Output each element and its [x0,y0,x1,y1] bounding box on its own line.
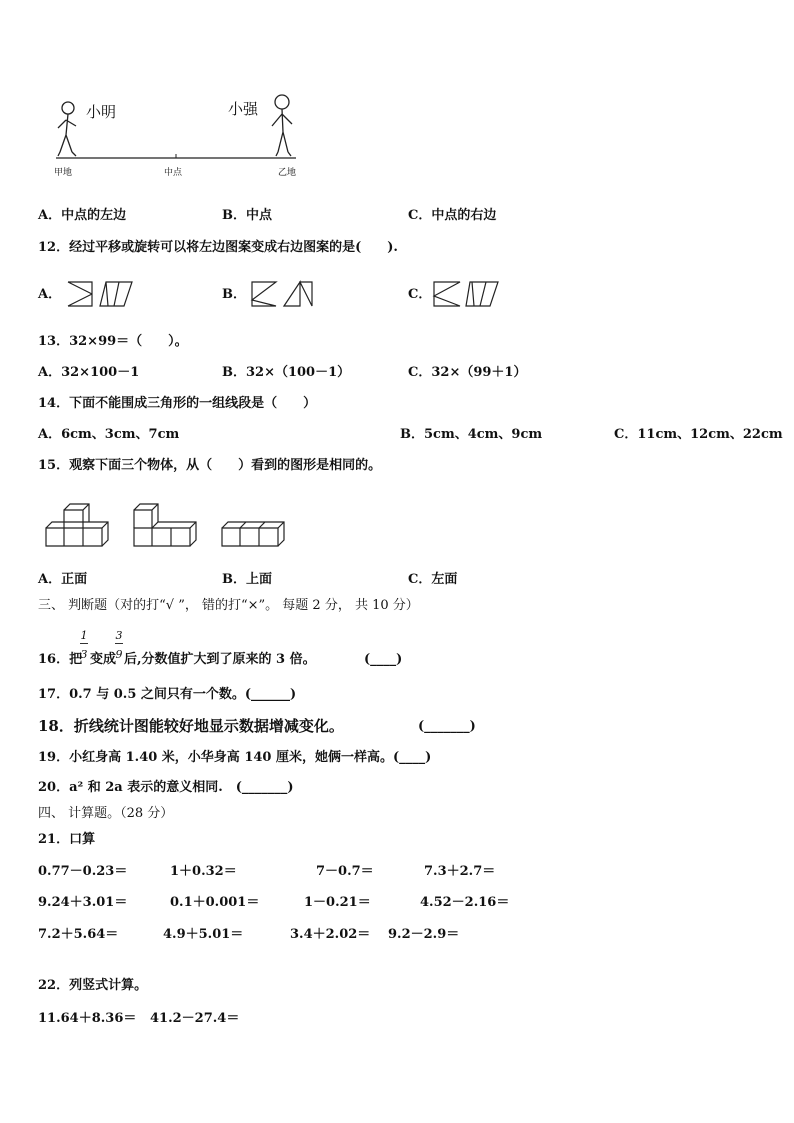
q12-option-a[interactable]: A． [38,287,62,302]
q21-r2-c3: 1－0.21＝ [304,895,371,910]
point-b-label: 乙地 [278,168,297,178]
q21-r2-c2: 0.1＋0.001＝ [170,895,260,910]
midpoint-label: 中点 [164,168,183,178]
q15-cube-objects [40,500,290,552]
q14-option-a[interactable]: A．6cm、3cm、7cm [38,427,180,442]
fraction-2-numerator: 3 [115,629,123,642]
q14-stem: 14．下面不能围成三角形的一组线段是（ ） [38,396,317,411]
q21-r3-c2: 4.9＋5.01＝ [163,927,244,942]
fraction-1-denominator: 3 [80,648,88,661]
q12-option-c[interactable]: C． [408,287,432,302]
q11-option-b[interactable]: B．中点 [222,208,272,223]
point-a-label: 甲地 [54,168,73,178]
q16-prefix: 16．把 [38,652,83,667]
q21-r2-c1: 9.24＋3.01＝ [38,895,128,910]
q12-b-pattern [248,278,318,310]
q21-r1-c2: 1＋0.32＝ [170,864,237,879]
q15-option-b[interactable]: B．上面 [222,572,272,587]
q15-stem: 15．观察下面三个物体，从（ ）看到的图形是相同的。 [38,458,382,473]
xiaoqiang-figure [272,95,292,156]
q11-option-c[interactable]: C．中点的右边 [408,208,497,223]
q12-option-b[interactable]: B． [222,287,246,302]
q13-option-c[interactable]: C．32×（99＋1） [408,365,527,380]
q12-c-pattern [430,278,502,310]
q16-answer-blank[interactable]: (____) [364,652,403,667]
q21-r3-c1: 7.2＋5.64＝ [38,927,119,942]
xiaoming-figure [58,102,76,156]
right-person-label: 小强 [228,100,259,118]
fraction-1-bar [80,643,88,644]
q15-option-c[interactable]: C．左面 [408,572,458,587]
q18-answer-blank[interactable]: (_______) [418,719,476,734]
q21-r3-c4: 9.2－2.9＝ [388,927,460,942]
q16-suffix: 后,分数值扩大到了原来的 3 倍。 [124,652,316,667]
q21-r1-c4: 7.3＋2.7＝ [424,864,496,879]
q20-text: 20．a² 和 2a 表示的意义相同. (_______) [38,780,294,795]
q11-option-a[interactable]: A．中点的左边 [38,208,127,223]
q18-text: 18．折线统计图能较好地显示数据增减变化。 [38,717,344,735]
q21-r1-c3: 7－0.7＝ [316,864,374,879]
q13-option-b[interactable]: B．32×（100－1） [222,365,351,380]
left-person-label: 小明 [86,103,117,121]
q21-title: 21．口算 [38,832,96,847]
q22-item-1: 11.64＋8.36＝ [38,1011,137,1026]
section-4-heading: 四、 计算题。（28 分） [38,806,174,821]
q14-option-b[interactable]: B．5cm、4cm、9cm [400,427,543,442]
q17-text: 17．0.7 与 0.5 之间只有一个数。(______) [38,687,297,702]
section-3-heading: 三、 判断题（对的打“√ ”， 错的打“×”。 每题 2 分， 共 10 分） [38,598,419,613]
q13-stem: 13．32×99＝（ ）。 [38,334,188,349]
q19-text: 19．小红身高 1.40 米，小华身高 140 厘米，她俩一样高。(____) [38,750,432,765]
q21-r2-c4: 4.52－2.16＝ [420,895,510,910]
q12-stem: 12．经过平移或旋转可以将左边图案变成右边图案的是( ). [38,240,398,255]
q14-option-c[interactable]: C．11cm、12cm、22cm [614,427,783,442]
q13-option-a[interactable]: A．32×100－1 [38,365,140,380]
q21-r1-c1: 0.77－0.23＝ [38,864,128,879]
fraction-2-denominator: 9 [115,648,123,661]
q22-title: 22．列竖式计算。 [38,978,148,993]
q22-item-2: 41.2－27.4＝ [150,1011,240,1026]
q21-r3-c3: 3.4＋2.02＝ [290,927,371,942]
q15-option-a[interactable]: A．正面 [38,572,88,587]
fraction-1-numerator: 1 [80,629,88,642]
q16-middle: 变成 [90,652,117,667]
q12-a-pattern [66,278,136,310]
fraction-2-bar [115,643,123,644]
